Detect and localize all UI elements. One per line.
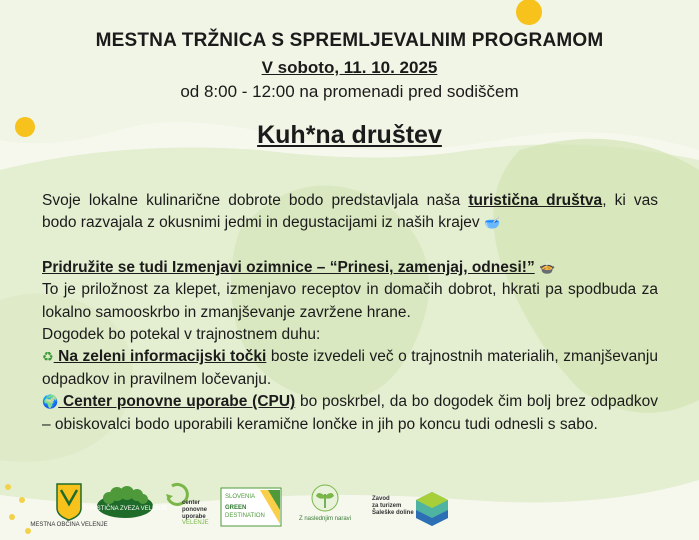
logo-tourism-institute <box>370 482 452 530</box>
svg-text:ponovne: ponovne <box>182 507 207 513</box>
paragraph-intro: Svoje lokalne kulinarične dobrote bodo predstavljala naša turistična društva, ki vas bodo razvajala z okusnimi jedmi in degustacijami iz naših krajev 🥣 <box>42 192 658 232</box>
event-heading: MESTNA TRŽNICA S SPREMLJEVALNIM PROGRAMOM <box>95 30 604 51</box>
svg-text:uporabe: uporabe <box>182 514 206 520</box>
pot-icon: 🍲 <box>539 260 556 276</box>
svg-text:Zavod: Zavod <box>372 496 390 502</box>
reuse-center-link: Center ponovne uporabe (CPU) <box>58 393 296 411</box>
svg-text:SLOVENIA: SLOVENIA <box>225 494 256 500</box>
svg-text:za turizem: za turizem <box>372 503 402 509</box>
svg-text:DESTINATION: DESTINATION <box>225 513 265 519</box>
globe-icon: 🌍 <box>42 395 59 411</box>
sponsor-logos <box>0 482 699 534</box>
paragraph-exchange: To je priložnost za klepet, izmenjavo receptov in domačih dobrot, hkrati pa spodbuda za lokalno samooskrbo in zmanjševanje zavržene hrane. <box>42 281 658 321</box>
logo-tourist-association <box>82 482 168 530</box>
green-info-point-link: Na zeleni informacijski točki <box>53 348 267 366</box>
logo-slovenia-green <box>220 482 282 530</box>
bowl-icon: 🥣 <box>483 216 501 232</box>
svg-text:Šaleške doline: Šaleške doline <box>372 510 414 516</box>
paragraph-cpu: 🌍 Center ponovne uporabe (CPU) bo poskrbel, da bo dogodek čim bolj brez odpadkov – obiskovalci bodo uporabili keramične lončke in jih po koncu tudi odnesli s sabo. <box>42 393 658 433</box>
svg-text:MESTNA OBČINA VELENJE: MESTNA OBČINA VELENJE <box>30 522 108 528</box>
logo-reuse-center <box>164 482 214 530</box>
svg-text:GREEN: GREEN <box>225 505 247 511</box>
paragraph-info-point: ♻ Na zeleni informacijski točki boste izvedeli več o trajnostnih materialih, zmanjševanju odpadkov in pravilnem ločevanju. <box>42 348 658 388</box>
paragraph-sustainability: Dogodek bo potekal v trajnostnem duhu: <box>42 326 321 344</box>
svg-text:VELENJE: VELENJE <box>182 520 209 526</box>
tourist-societies-link: turistična društva <box>468 192 603 209</box>
page-title: Kuh*na društev <box>257 121 442 149</box>
svg-text:Z naslednjim naravi: Z naslednjim naravi <box>298 516 352 522</box>
body-text <box>42 190 658 436</box>
event-date: V soboto, 11. 10. 2025 <box>261 58 438 77</box>
logo-z-naravo <box>290 482 360 530</box>
paragraph-exchange-heading: Pridružite se tudi Izmenjavi ozimnice – “Prinesi, zamenjaj, odnesi!” 🍲 <box>42 258 556 276</box>
svg-text:center: center <box>182 500 201 506</box>
recycle-icon: ♻ <box>42 350 54 366</box>
logo-velenje-municipality <box>30 482 108 530</box>
svg-text:TURISTIČNA ZVEZA VELENJE: TURISTIČNA ZVEZA VELENJE <box>82 506 168 512</box>
event-time-location: od 8:00 - 12:00 na promenadi pred sodiščem <box>180 82 519 101</box>
